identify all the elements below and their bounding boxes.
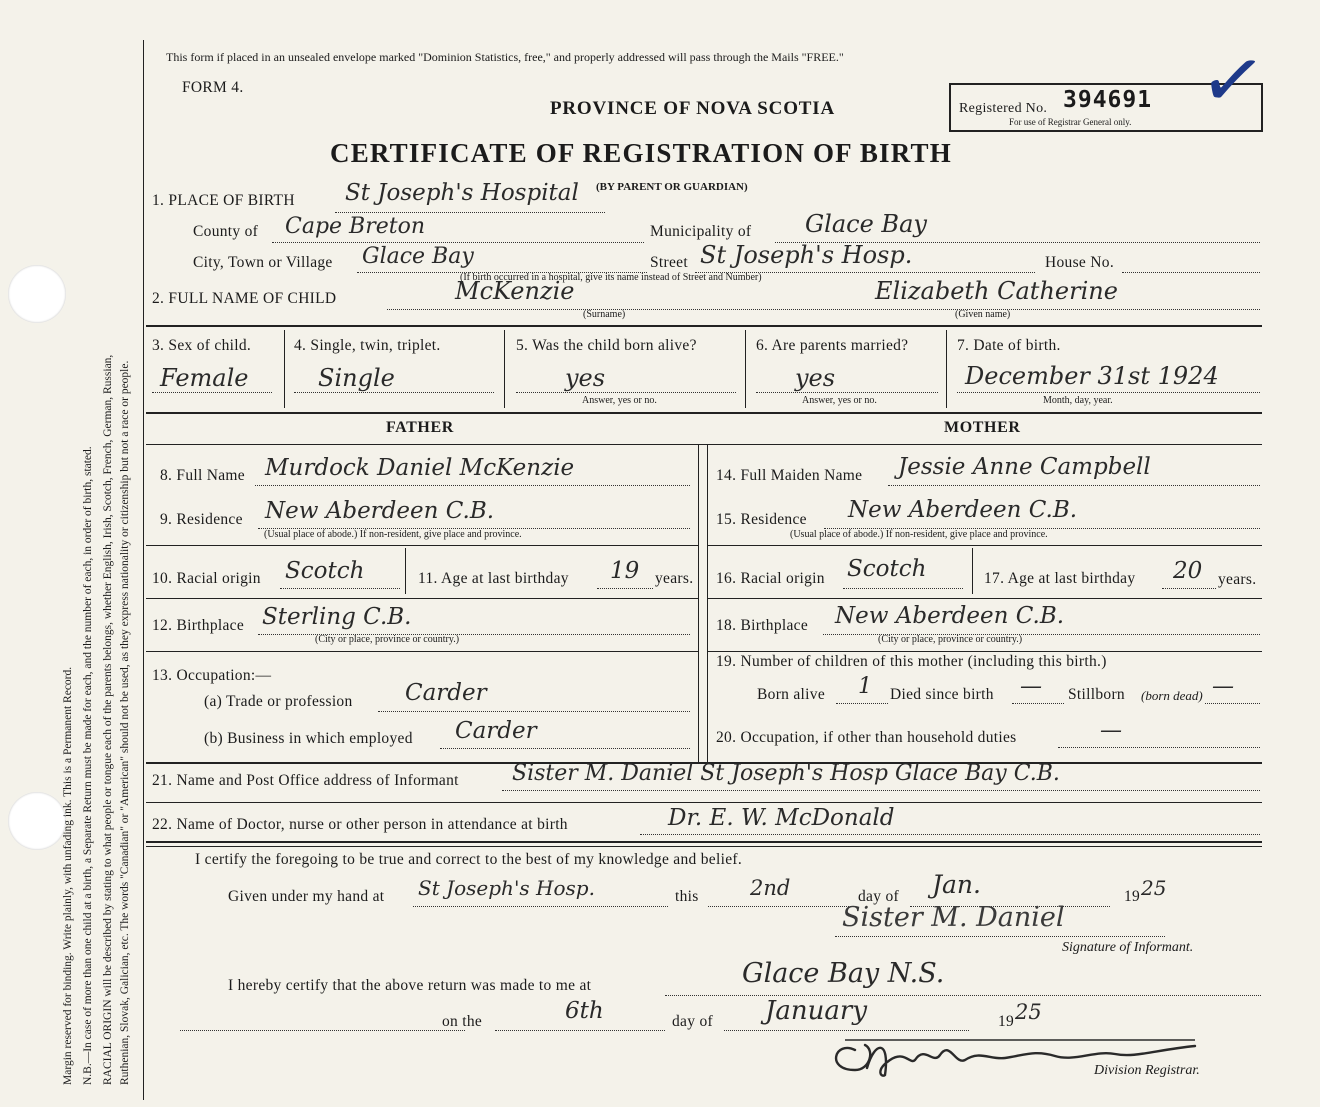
doctor-line [640, 834, 1260, 835]
given-year-prefix: 19 [1124, 888, 1141, 905]
given-day-line [708, 906, 853, 907]
father-age-value: 19 [610, 558, 640, 584]
mother-name-label: 14. Full Maiden Name [716, 467, 863, 484]
born-alive-count: 1 [858, 674, 872, 699]
father-race-divider [405, 548, 406, 594]
place-of-birth-value: St Joseph's Hospital [345, 180, 579, 206]
father-residence-caption: (Usual place of abode.) If non-resident, give place and province. [264, 529, 522, 540]
col-divider-d [946, 330, 947, 408]
father-birthplace-value: Sterling C.B. [262, 604, 412, 630]
father-heading: FATHER [386, 419, 454, 436]
mother-age-label: 17. Age at last birthday [984, 570, 1136, 587]
born-alive-line [516, 392, 736, 393]
house-number-line [1122, 272, 1260, 273]
mother-divider-2 [707, 598, 1262, 599]
section-divider-4 [146, 802, 1262, 803]
mother-name-value: Jessie Anne Campbell [898, 454, 1151, 480]
father-divider-3 [146, 651, 698, 652]
mother-age-value: 20 [1173, 558, 1203, 584]
mother-divider-3 [707, 651, 1262, 652]
date-of-birth-label: 7. Date of birth. [957, 337, 1061, 354]
children-count-label: 19. Number of children of this mother (including this birth.) [716, 653, 1107, 670]
mother-birthplace-caption: (City or place, province or country.) [878, 634, 1023, 645]
father-years-label: years. [655, 570, 694, 587]
multiple-birth-line [294, 392, 494, 393]
parents-divider-right [707, 444, 708, 762]
mother-years-label: years. [1218, 571, 1257, 588]
given-at-value: St Joseph's Hosp. [418, 876, 595, 900]
father-divider-1 [146, 545, 698, 546]
municipality-value: Glace Bay [805, 210, 927, 238]
mother-heading: MOTHER [944, 419, 1021, 436]
registrar-place-value: Glace Bay N.S. [742, 958, 945, 989]
multiple-birth-value: Single [318, 364, 395, 392]
mother-residence-label: 15. Residence [716, 511, 807, 528]
mother-race-divider [972, 548, 973, 594]
city-label: City, Town or Village [193, 254, 333, 271]
father-trade-label: (a) Trade or profession [204, 693, 353, 710]
informant-signature: Sister M. Daniel [842, 902, 1065, 933]
house-number-label: House No. [1045, 254, 1114, 271]
check-mark-icon: ✓ [1194, 31, 1272, 131]
page-subtitle: (BY PARENT OR GUARDIAN) [596, 181, 748, 193]
certify-statement: I certify the foregoing to be true and correct to the best of my knowledge and belief. [195, 851, 743, 868]
section-divider-2 [146, 412, 1262, 414]
parents-married-question: 6. Are parents married? [756, 337, 909, 354]
registrar-year-value: 25 [1015, 1000, 1042, 1024]
father-name-line [255, 485, 690, 486]
father-trade-value: Carder [405, 680, 487, 706]
municipality-label: Municipality of [650, 223, 752, 240]
father-business-value: Carder [455, 718, 537, 744]
sex-line [152, 392, 272, 393]
registrar-note: For use of Registrar General only. [1009, 117, 1132, 127]
this-label: this [675, 888, 699, 905]
col-divider-a [284, 330, 285, 408]
mother-occupation-label: 20. Occupation, if other than household duties [716, 729, 1017, 746]
multiple-birth-label: 4. Single, twin, triplet. [294, 337, 441, 354]
heading-underline [146, 444, 1262, 445]
street-label: Street [650, 254, 688, 271]
stillborn-caption: (born dead) [1141, 688, 1203, 703]
surname-caption: (Surname) [583, 309, 626, 320]
registrar-lead-line [180, 1030, 465, 1031]
born-alive-answer: yes [565, 364, 606, 392]
margin-note-racial-origin: RACIAL ORIGIN will be described by stating to what people or tongue each of the parents belongs, whether English, Irish, Scotch, French, German, Russian, [102, 354, 114, 1085]
certify-divider-top [146, 841, 1262, 843]
died-since-birth-line [1012, 703, 1064, 704]
doctor-value: Dr. E. W. McDonald [668, 805, 895, 831]
county-label: County of [193, 223, 259, 240]
binding-hole-bottom [8, 792, 66, 850]
mother-age-line [1162, 588, 1216, 589]
father-divider-2 [146, 598, 698, 599]
parents-divider-left [698, 444, 699, 762]
on-the-label: on the [442, 1013, 483, 1030]
father-race-label: 10. Racial origin [152, 570, 261, 587]
stillborn-count: — [1212, 674, 1234, 699]
sex-label: 3. Sex of child. [152, 337, 252, 354]
father-name-value: Murdock Daniel McKenzie [265, 455, 575, 481]
informant-line [502, 790, 1260, 791]
county-value: Cape Breton [285, 214, 426, 239]
margin-note-binding: Margin reserved for binding. Write plainly, with unfading ink. This is a Permanent Record. [62, 666, 74, 1085]
father-age-label: 11. Age at last birthday [418, 570, 569, 587]
street-value: St Joseph's Hosp. [700, 241, 913, 269]
registrar-year-prefix: 19 [998, 1013, 1015, 1030]
father-residence-value: New Aberdeen C.B. [265, 498, 495, 524]
place-of-birth-label: 1. PLACE OF BIRTH [152, 192, 295, 209]
informant-value: Sister M. Daniel St Joseph's Hosp Glace Bay C.B. [512, 761, 1060, 786]
mother-race-line [843, 588, 963, 589]
mother-name-line [888, 485, 1260, 486]
section-divider-1 [146, 325, 1262, 327]
registrar-signature-caption: Division Registrar. [1094, 1063, 1200, 1078]
col-divider-b [504, 330, 505, 408]
father-occupation-label: 13. Occupation:— [152, 667, 272, 684]
binding-hole-top [8, 265, 66, 323]
father-birthplace-label: 12. Birthplace [152, 617, 245, 634]
stillborn-line [1205, 703, 1260, 704]
form-number: FORM 4. [182, 79, 244, 96]
father-business-line [440, 748, 690, 749]
sex-value: Female [160, 364, 249, 392]
given-under-label: Given under my hand at [228, 888, 385, 905]
died-since-birth-count: — [1020, 674, 1042, 699]
father-business-label: (b) Business in which employed [204, 730, 413, 747]
stillborn-label: Stillborn [1068, 686, 1125, 703]
father-residence-label: 9. Residence [160, 511, 243, 528]
city-value: Glace Bay [362, 244, 474, 269]
doctor-label: 22. Name of Doctor, nurse or other person in attendance at birth [152, 816, 568, 833]
mother-race-label: 16. Racial origin [716, 570, 825, 587]
registrar-day-value: 6th [565, 998, 604, 1024]
father-trade-line [378, 711, 690, 712]
form-left-border [143, 40, 144, 1100]
registrar-statement: I hereby certify that the above return was made to me at [228, 977, 592, 994]
mother-residence-value: New Aberdeen C.B. [848, 497, 1078, 523]
mother-birthplace-label: 18. Birthplace [716, 617, 809, 634]
mother-birthplace-value: New Aberdeen C.B. [835, 603, 1065, 629]
date-of-birth-caption: Month, day, year. [1043, 395, 1113, 406]
father-birthplace-caption: (City or place, province or country.) [315, 634, 460, 645]
mother-occupation-value: — [1100, 718, 1122, 743]
father-name-label: 8. Full Name [160, 467, 245, 484]
page-title: CERTIFICATE OF REGISTRATION OF BIRTH [330, 138, 952, 168]
child-name-label: 2. FULL NAME OF CHILD [152, 290, 337, 307]
given-year-value: 25 [1141, 876, 1167, 900]
given-name-caption: (Given name) [955, 309, 1011, 320]
mother-residence-caption: (Usual place of abode.) If non-resident, give place and province. [790, 529, 1048, 540]
given-day-value: 2nd [750, 876, 791, 900]
hospital-note: (If birth occurred in a hospital, give its name instead of Street and Number) [460, 272, 762, 283]
province-heading: PROVINCE OF NOVA SCOTIA [550, 98, 835, 119]
registered-label: Registered No. [959, 101, 1048, 116]
informant-label: 21. Name and Post Office address of Informant [152, 772, 459, 789]
born-alive-question: 5. Was the child born alive? [516, 337, 697, 354]
margin-note-racial-origin-cont: Ruthenian, Slovak, Galician, etc. The words "Canadian" or "American" should not be used, as they express nationality or citizenship but not a race or people. [119, 360, 131, 1085]
place-of-birth-line [335, 212, 605, 213]
child-surname: McKenzie [455, 277, 575, 305]
died-since-birth-label: Died since birth [890, 686, 994, 703]
parents-married-answer: yes [795, 364, 836, 392]
father-age-line [597, 588, 653, 589]
given-day-of-label: day of [858, 888, 899, 905]
county-line [272, 242, 644, 243]
date-of-birth-value: December 31st 1924 [965, 362, 1219, 390]
born-alive-count-label: Born alive [757, 686, 825, 703]
certify-divider-bottom [146, 846, 1262, 847]
parents-married-caption: Answer, yes or no. [802, 395, 877, 406]
mother-occupation-line [1058, 747, 1260, 748]
born-alive-caption: Answer, yes or no. [582, 395, 657, 406]
margin-note-multiple-births: N.B.—In case of more than one child at a birth, a Separate Return must be made for each, and the number of each, in order of birth, stated. [82, 446, 94, 1085]
registrar-place-line [665, 995, 1261, 996]
registrar-day-of-label: day of [672, 1013, 713, 1030]
child-name-line [387, 309, 1260, 310]
father-race-line [280, 588, 400, 589]
registrar-month-value: January [765, 996, 868, 1026]
postal-note: This form if placed in an unsealed envelope marked "Dominion Statistics, free," and properly addressed will pass through the Mails "FREE." [166, 50, 844, 64]
col-divider-c [745, 330, 746, 408]
child-given-name: Elizabeth Catherine [875, 277, 1118, 305]
registrar-day-line [495, 1030, 665, 1031]
born-alive-count-line [836, 703, 888, 704]
mother-divider-1 [707, 545, 1262, 546]
informant-signature-line [835, 936, 1165, 937]
informant-signature-caption: Signature of Informant. [1062, 940, 1194, 955]
registered-number: 394691 [1063, 87, 1153, 113]
date-of-birth-line [957, 392, 1260, 393]
given-month-value: Jan. [932, 870, 981, 899]
mother-race-value: Scotch [847, 556, 927, 582]
father-race-value: Scotch [285, 558, 365, 584]
given-at-line [413, 906, 668, 907]
parents-married-line [756, 392, 938, 393]
